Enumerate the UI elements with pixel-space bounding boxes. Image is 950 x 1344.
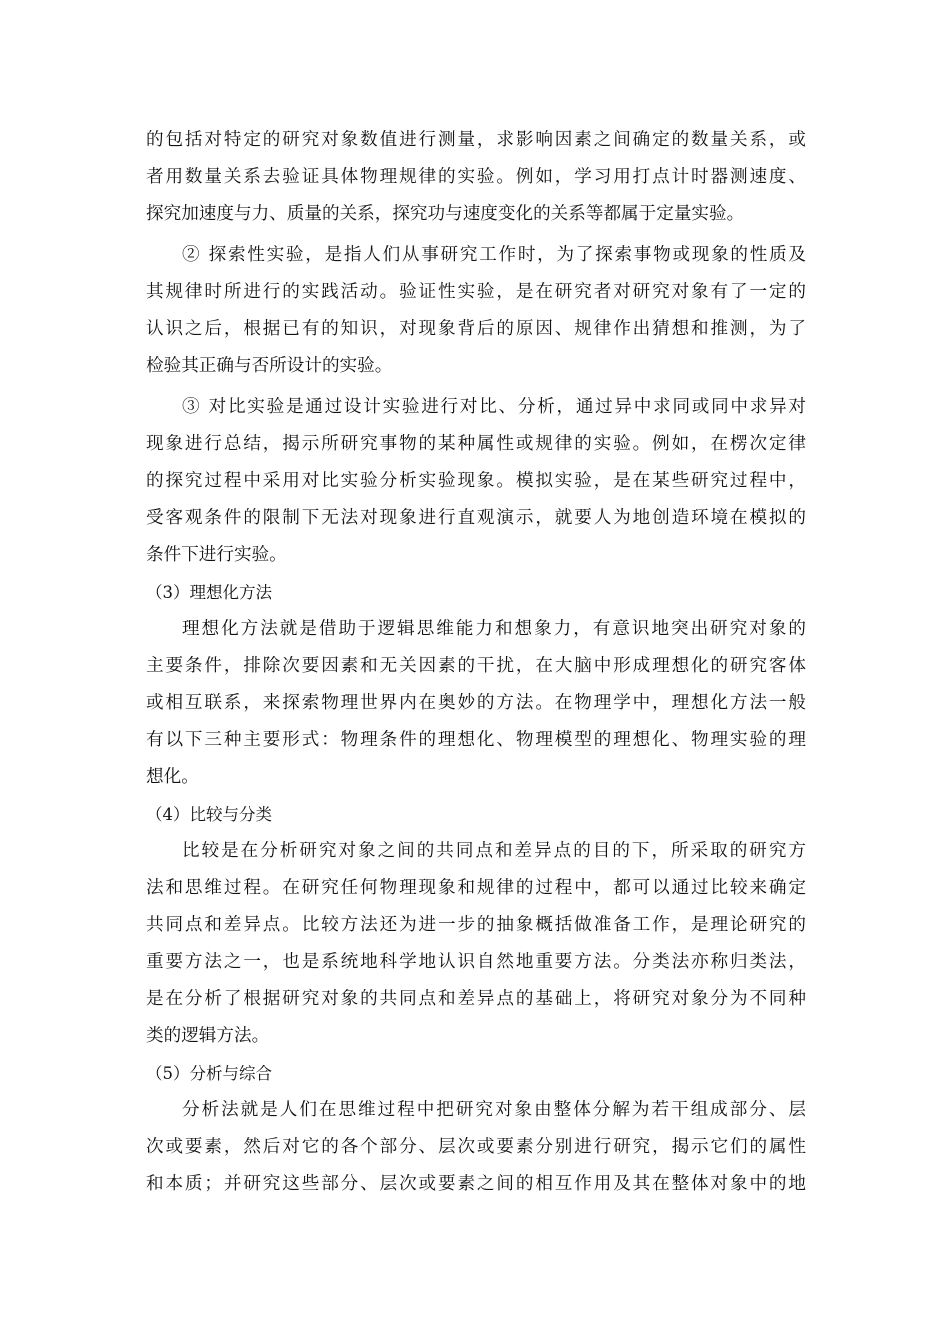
- paragraph-line: ② 探索性实验，是指人们从事研究工作时，为了探索事物或现象的性质及: [182, 245, 806, 265]
- paragraph: [146, 237, 806, 385]
- document-body: [146, 122, 806, 1203]
- paragraph-line: 法和思维过程。在研究任何物理现象和规律的过程中，都可以通过比较来确定: [146, 878, 806, 898]
- paragraph-line: 是在分析了根据研究对象的共同点和差异点的基础上，将研究对象分为不同种: [146, 989, 806, 1009]
- section-heading: [146, 574, 806, 611]
- paragraph-line: 的包括对特定的研究对象数值进行测量，求影响因素之间确定的数量关系，或: [146, 130, 806, 150]
- paragraph-line: 重要方法之一，也是系统地科学地认识自然地重要方法。分类法亦称归类法，: [146, 952, 806, 972]
- section-heading: [146, 796, 806, 833]
- paragraph-line: 条件下进行实验。: [146, 545, 287, 565]
- paragraph-line: 和本质；并研究这些部分、层次或要素之间的相互作用及其在整体对象中的地: [146, 1174, 806, 1194]
- paragraph-line: 主要条件，排除次要因素和无关因素的干扰，在大脑中形成理想化的研究客体: [146, 656, 806, 676]
- paragraph-line: 有以下三种主要形式：物理条件的理想化、物理模型的理想化、物理实验的理: [146, 730, 806, 750]
- paragraph: [146, 1092, 806, 1203]
- paragraph-line: 者用数量关系去验证具体物理规律的实验。例如，学习用打点计时器测速度、: [146, 167, 806, 187]
- paragraph-line: 比较是在分析研究对象之间的共同点和差异点的目的下，所采取的研究方: [182, 841, 806, 861]
- paragraph-line: 类的逻辑方法。: [146, 1026, 270, 1046]
- paragraph: [146, 389, 806, 574]
- paragraph-line: 或相互联系，来探索物理世界内在奥妙的方法。在物理学中，理想化方法一般: [146, 693, 806, 713]
- paragraph-line: 分析法就是人们在思维过程中把研究对象由整体分解为若干组成部分、层: [182, 1100, 806, 1120]
- paragraph-line: 检验其正确与否所设计的实验。: [146, 356, 393, 376]
- paragraph-line: 现象进行总结，揭示所研究事物的某种属性或规律的实验。例如，在楞次定律: [146, 434, 806, 454]
- heading-text: （4）比较与分类: [146, 805, 272, 824]
- paragraph-line: 的探究过程中采用对比实验分析实验现象。模拟实验，是在某些研究过程中，: [146, 471, 806, 491]
- paragraph-line: 认识之后，根据已有的知识，对现象背后的原因、规律作出猜想和推测，为了: [146, 319, 806, 339]
- paragraph-line: 共同点和差异点。比较方法还为进一步的抽象概括做准备工作，是理论研究的: [146, 915, 806, 935]
- heading-text: （5）分析与综合: [146, 1064, 272, 1083]
- paragraph-line: 受客观条件的限制下无法对现象进行直观演示，就要人为地创造环境在模拟的: [146, 508, 806, 528]
- paragraph-line: 想化。: [146, 767, 199, 787]
- section-heading: [146, 1055, 806, 1092]
- paragraph: [146, 122, 806, 233]
- heading-text: （3）理想化方法: [146, 583, 272, 602]
- paragraph-line: 探究加速度与力、质量的关系，探究功与速度变化的关系等都属于定量实验。: [146, 204, 745, 224]
- paragraph: [146, 611, 806, 796]
- paragraph-line: 次或要素，然后对它的各个部分、层次或要素分别进行研究，揭示它们的属性: [146, 1137, 806, 1157]
- paragraph-line: 其规律时所进行的实践活动。验证性实验，是在研究者对研究对象有了一定的: [146, 282, 806, 302]
- paragraph-line: 理想化方法就是借助于逻辑思维能力和想象力，有意识地突出研究对象的: [182, 619, 806, 639]
- paragraph-line: ③ 对比实验是通过设计实验进行对比、分析，通过异中求同或同中求异对: [182, 397, 806, 417]
- paragraph: [146, 833, 806, 1055]
